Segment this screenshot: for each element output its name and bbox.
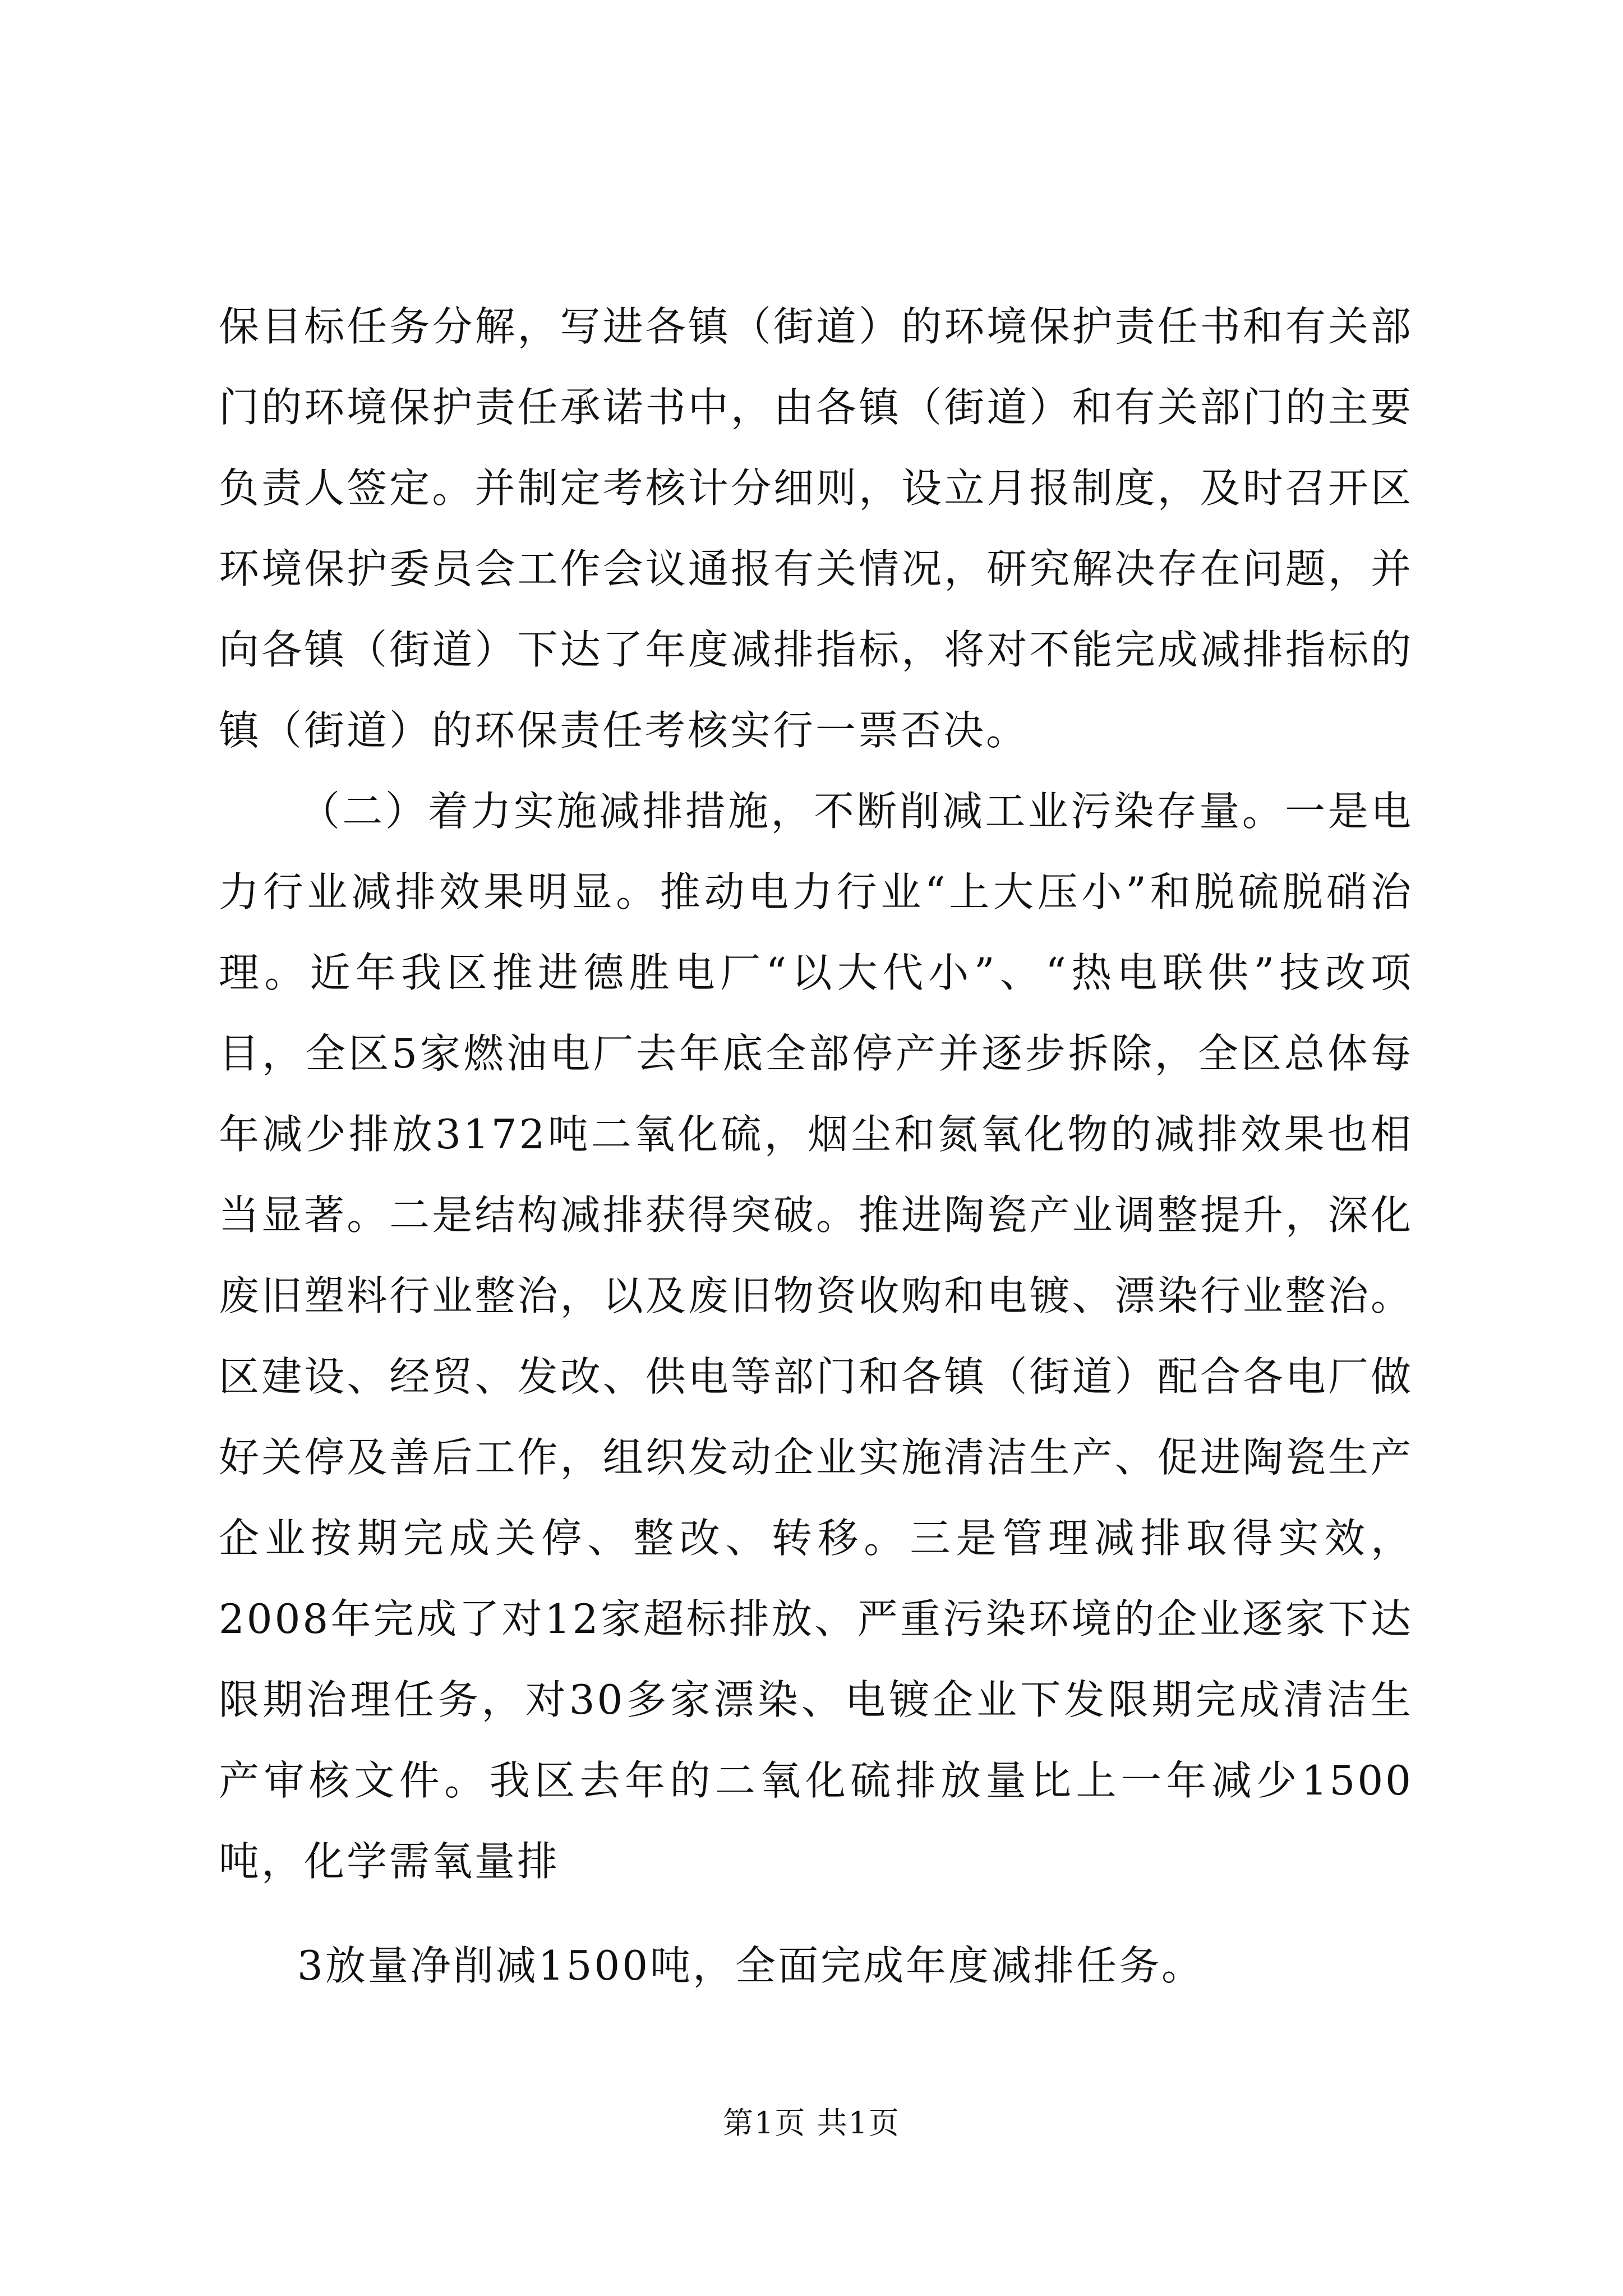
paragraph-continued: 保目标任务分解，写进各镇（街道）的环境保护责任书和有关部门的环境保护责任承诺书中，由各镇（街道）和有关部门的主要负责人签定。并制定考核计分细则，设立月报制度，及时召开区环境保护委员会工作会议通报有关情况，研究解决存在问题，并向各镇（街道）下达了年度减排指标，将对不能完成减排指标的镇（街道）的环保责任考核实行一票否决。 bbox=[219, 303, 1413, 754]
page-footer: 第1页 共1页 bbox=[723, 2105, 900, 2141]
paragraph-section-two: （二）着力实施减排措施，不断削减工业污染存量。一是电力行业减排效果明显。推动电力行业“上大压小”和脱硫脱硝治理。近年我区推进德胜电厂“以大代小”、“热电联供”技改项目，全区5家燃油电厂去年底全部停产并逐步拆除，全区总体每年减少排放3172吨二氧化硫，烟尘和氮氧化物的减排效果也相当显著。二是结构减排获得突破。推进陶瓷产业调整提升，深化废旧塑料行业整治，以及废旧物资收购和电镀、漂染行业整治。区建设、经贸、发改、供电等部门和各镇（街道）配合各电厂做好关停及善后工作，组织发动企业实施清洁生产、促进陶瓷生产企业按期完成关停、整改、转移。三是管理减排取得实效，2008年完成了对12家超标排放、严重污染环境的企业逐家下达限期治理任务，对30多家漂染、电镀企业下发限期完成清洁生产审核文件。我区去年的二氧化硫排放量比上一年减少1500吨，化学需氧量排 bbox=[219, 788, 1413, 1885]
continuation-line: 3放量净削减1500吨，全面完成年度减排任务。 bbox=[297, 1942, 1205, 1989]
body-text bbox=[219, 286, 1413, 1902]
